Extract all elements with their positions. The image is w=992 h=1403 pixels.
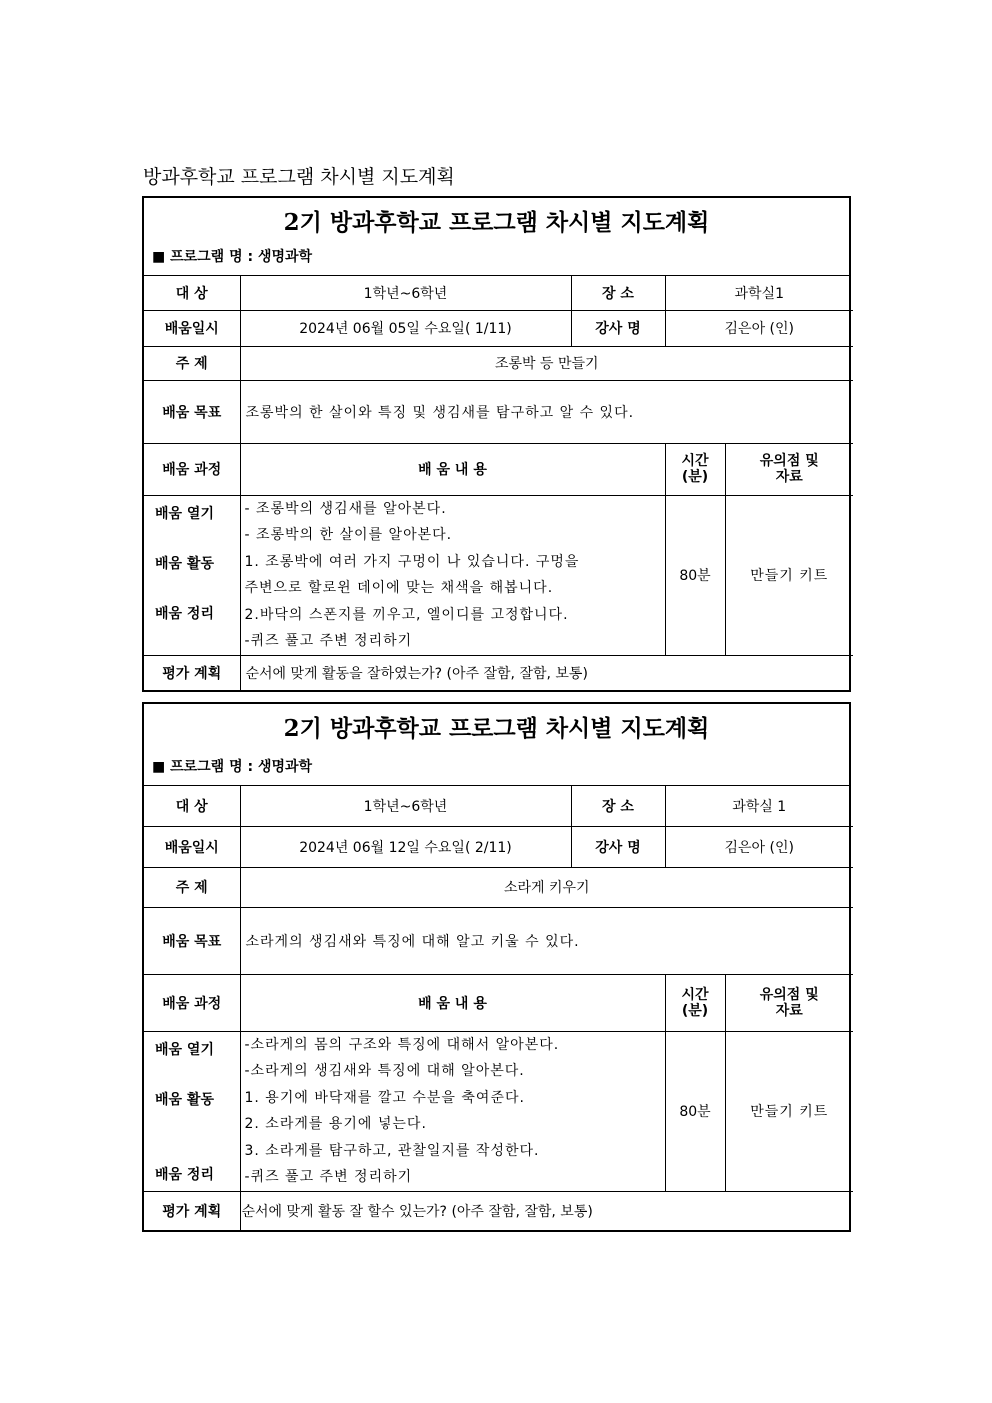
step-close: 배움 정리 bbox=[155, 605, 214, 622]
plan-heading: 2기 방과후학교 프로그램 차시별 지도계획 bbox=[283, 209, 710, 236]
time-header-line2: (분) bbox=[681, 1002, 709, 1019]
label-topic: 주 제 bbox=[144, 867, 240, 907]
label-place: 장 소 bbox=[571, 276, 665, 310]
row-topic bbox=[144, 346, 853, 380]
label-goal: 배움 목표 bbox=[144, 907, 240, 974]
content-line-3: 1. 용기에 바닥재를 깔고 수분을 축여준다. bbox=[244, 1089, 525, 1106]
content-lines bbox=[240, 1031, 665, 1191]
notes-header bbox=[725, 443, 853, 495]
row-evaluation bbox=[144, 1191, 853, 1230]
step-activity: 배움 활동 bbox=[155, 1091, 214, 1108]
evaluation-value: 순서에 맞게 활동 잘 할수 있는가? (아주 잘함, 잘함, 보통) bbox=[240, 1191, 853, 1230]
instructor-value: 김은아 (인) bbox=[665, 826, 853, 867]
place-value: 과학실 1 bbox=[665, 786, 853, 826]
process-steps bbox=[144, 495, 240, 655]
time-value: 80분 bbox=[665, 495, 725, 655]
process-steps bbox=[144, 1031, 240, 1191]
program-name: ■ 프로그램 명 : 생명과학 bbox=[152, 759, 313, 775]
notes-header-line2: 자료 bbox=[775, 469, 803, 485]
target-value: 1학년~6학년 bbox=[240, 786, 571, 826]
notes-header-line1: 유의점 및 bbox=[759, 986, 819, 1003]
label-instructor: 강사 명 bbox=[571, 826, 665, 867]
topic-value: 조롱박 등 만들기 bbox=[240, 346, 853, 380]
content-line-2: - 조롱박의 한 살이를 알아본다. bbox=[244, 527, 453, 543]
date-value: 2024년 06월 12일 수요일( 2/11) bbox=[240, 826, 571, 867]
plan-table bbox=[144, 786, 853, 1230]
content-line-4: 2. 소라게를 용기에 넣는다. bbox=[244, 1116, 427, 1132]
materials-value: 만들기 키트 bbox=[725, 1031, 853, 1191]
row-target bbox=[144, 786, 853, 826]
time-header-line1: 시간 bbox=[681, 453, 709, 469]
evaluation-value: 순서에 맞게 활동을 잘하였는가? (아주 잘함, 잘함, 보통) bbox=[240, 655, 853, 690]
label-goal: 배움 목표 bbox=[144, 380, 240, 443]
row-goal bbox=[144, 380, 853, 443]
notes-header-line1: 유의점 및 bbox=[759, 453, 819, 469]
program-name: ■ 프로그램 명 : 생명과학 bbox=[152, 249, 313, 265]
step-open: 배움 열기 bbox=[155, 505, 214, 522]
content-header: 배 움 내 용 bbox=[240, 443, 665, 495]
row-topic bbox=[144, 867, 853, 907]
content-line-6: -퀴즈 풀고 주변 정리하기 bbox=[244, 633, 413, 649]
row-process-body bbox=[144, 495, 853, 655]
row-target bbox=[144, 276, 853, 310]
label-target: 대 상 bbox=[144, 276, 240, 310]
plan-header bbox=[144, 704, 849, 786]
notes-header-line2: 자료 bbox=[775, 1002, 803, 1019]
row-process-header bbox=[144, 443, 853, 495]
step-open: 배움 열기 bbox=[155, 1041, 214, 1058]
time-header-line1: 시간 bbox=[681, 986, 709, 1003]
label-target: 대 상 bbox=[144, 786, 240, 826]
content-line-2: -소라게의 생김새와 특징에 대해 알아본다. bbox=[244, 1063, 525, 1079]
topic-value: 소라게 키우기 bbox=[240, 867, 853, 907]
label-process: 배움 과정 bbox=[144, 974, 240, 1031]
row-evaluation bbox=[144, 655, 853, 690]
content-line-1: -소라게의 몸의 구조와 특징에 대해서 알아본다. bbox=[244, 1036, 560, 1053]
content-line-6: -퀴즈 풀고 주변 정리하기 bbox=[244, 1169, 413, 1185]
content-line-5: 3. 소라게를 탐구하고, 관찰일지를 작성한다. bbox=[244, 1142, 540, 1159]
label-instructor: 강사 명 bbox=[571, 310, 665, 346]
materials-value: 만들기 키트 bbox=[725, 495, 853, 655]
time-value: 80분 bbox=[665, 1031, 725, 1191]
row-process-header bbox=[144, 974, 853, 1031]
label-topic: 주 제 bbox=[144, 346, 240, 380]
content-header: 배 움 내 용 bbox=[240, 974, 665, 1031]
goal-value: 조롱박의 한 살이와 특징 및 생김새를 탐구하고 알 수 있다. bbox=[240, 380, 853, 443]
plan-heading: 2기 방과후학교 프로그램 차시별 지도계획 bbox=[283, 715, 710, 742]
target-value: 1학년~6학년 bbox=[240, 276, 571, 310]
lesson-plan-1 bbox=[142, 196, 851, 692]
row-date bbox=[144, 310, 853, 346]
content-line-3: 1. 조롱박에 여러 가지 구멍이 나 있습니다. 구멍을 bbox=[244, 553, 580, 570]
plan-header bbox=[144, 198, 849, 276]
label-date: 배움일시 bbox=[144, 826, 240, 867]
step-activity: 배움 활동 bbox=[155, 555, 214, 572]
row-goal bbox=[144, 907, 853, 974]
time-header-line2: (분) bbox=[681, 469, 709, 485]
label-date: 배움일시 bbox=[144, 310, 240, 346]
label-process: 배움 과정 bbox=[144, 443, 240, 495]
content-line-4: 주변으로 할로윈 데이에 맞는 채색을 해봅니다. bbox=[244, 580, 554, 596]
content-line-5: 2.바닥의 스폰지를 끼우고, 엘이디를 고정합니다. bbox=[244, 606, 569, 623]
instructor-value: 김은아 (인) bbox=[665, 310, 853, 346]
content-lines bbox=[240, 495, 665, 655]
content-line-1: - 조롱박의 생김새를 알아본다. bbox=[244, 500, 447, 517]
row-process-body bbox=[144, 1031, 853, 1191]
notes-header bbox=[725, 974, 853, 1031]
time-header bbox=[665, 974, 725, 1031]
label-place: 장 소 bbox=[571, 786, 665, 826]
plan-table bbox=[144, 276, 853, 690]
lesson-plan-2 bbox=[142, 702, 851, 1232]
place-value: 과학실1 bbox=[665, 276, 853, 310]
date-value: 2024년 06월 05일 수요일( 1/11) bbox=[240, 310, 571, 346]
goal-value: 소라게의 생김새와 특징에 대해 알고 키울 수 있다. bbox=[240, 907, 853, 974]
document-title: 방과후학교 프로그램 차시별 지도계획 bbox=[143, 166, 455, 188]
label-evaluation: 평가 계획 bbox=[144, 1191, 240, 1230]
time-header bbox=[665, 443, 725, 495]
row-date bbox=[144, 826, 853, 867]
label-evaluation: 평가 계획 bbox=[144, 655, 240, 690]
step-close: 배움 정리 bbox=[155, 1166, 214, 1183]
